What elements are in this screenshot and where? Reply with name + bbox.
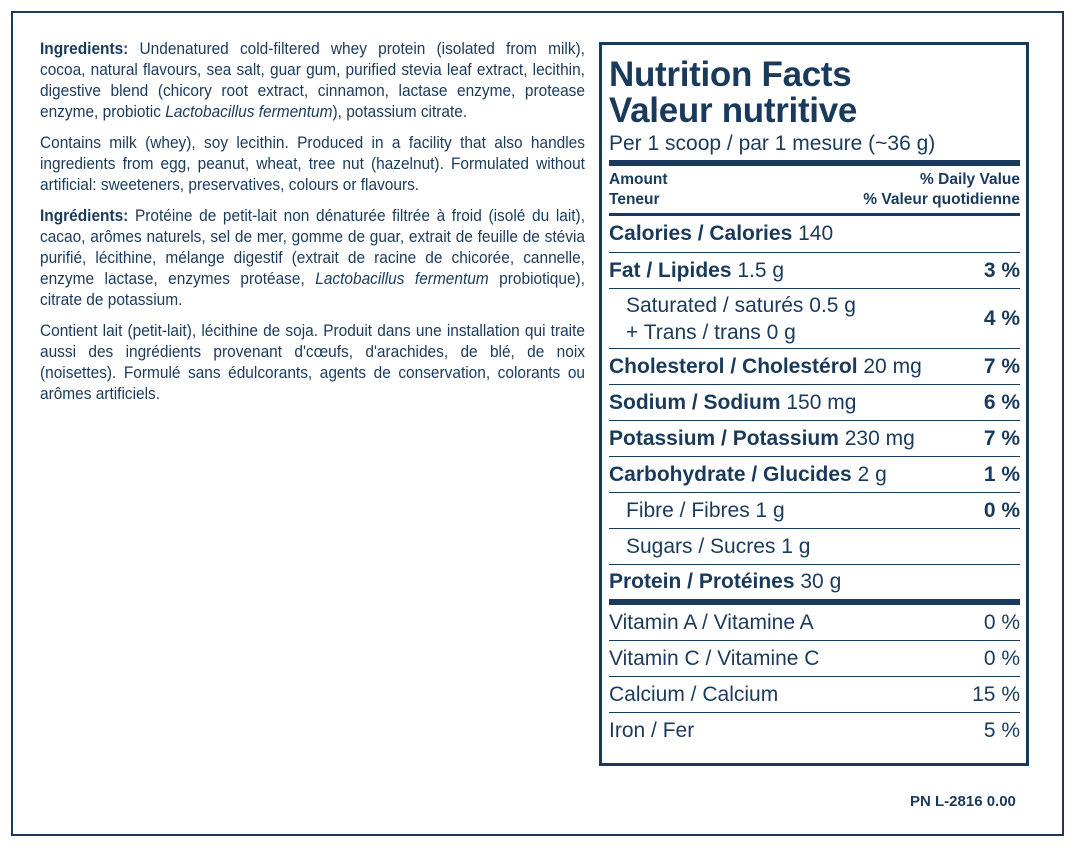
calories-row: Calories / Calories 140 [609,216,1020,253]
ingredients-english: Ingredients: Undenatured cold-filtered whey protein (isolated from milk), cocoa, natural flavours, sea salt, guar gum, purified stevia leaf extract, lecithin, digestive blend (chicory root extract, cinnamon, lactase enzyme, protease enzyme, probiotic Lactobacillus fermentum), potassium citrate. [40,39,585,121]
vitamin-a-row: Vitamin A / Vitamine A 0 % [609,605,1020,641]
carbohydrate-row: Carbohydrate / Glucides 2 g 1 % [609,457,1020,493]
nutrition-facts-table [599,42,1029,766]
protein-row: Protein / Protéines 30 g [609,565,1020,605]
cholesterol-row: Cholesterol / Cholestérol 20 mg 7 % [609,349,1020,385]
iron-row: Iron / Fer 5 % [609,719,1020,742]
part-number: PN L-2816 0.00 [910,793,1016,810]
potassium-row: Potassium / Potassium 230 mg 7 % [609,421,1020,457]
vitamin-c-row: Vitamin C / Vitamine C 0 % [609,641,1020,677]
sugars-row: Sugars / Sucres 1 g [609,529,1020,565]
saturated-trans-row: Saturated / saturés 0.5 g + Trans / trans 0 g 4 % [609,289,1020,349]
serving-size: Per 1 scoop / par 1 mesure (~36 g) [609,132,1020,166]
calcium-row: Calcium / Calcium 15 % [609,677,1020,713]
fibre-row: Fibre / Fibres 1 g 0 % [609,493,1020,529]
allergens-english: Contains milk (whey), soy lecithin. Produced in a facility that also handles ingredients from egg, peanut, wheat, tree nut (hazelnut). Formulated without artificial: sweeteners, preservatives, colours or flavours. [40,133,585,194]
ingredients-french: Ingrédients: Protéine de petit-lait non dénaturée filtrée à froid (isolé du lait), cacao, arômes naturels, sel de mer, gomme de guar, extrait de feuille de stévia purifié, lécithine, mélange digestif (extrait de racine de chicorée, cannelle, enzyme lactase, enzymes protéase, Lactobacillus fermentum probiotique), citrate de potassium. [40,206,585,309]
allergens-french: Contient lait (petit-lait), lécithine de soja. Produit dans une installation qui traite aussi des ingrédients provenant d'cœufs, d'arachides, de blé, de noix (noisettes). Formulé sans édulcorants, agents de conservation, colorants ou arômes artificiels. [40,321,585,403]
nutrition-title: Nutrition Facts Valeur nutritive [609,55,858,130]
ingredients-column [40,38,585,414]
column-header: Amount Teneur % Daily Value % Valeur quotidienne [609,166,1020,216]
fat-row: Fat / Lipides 1.5 g 3 % [609,253,1020,289]
sodium-row: Sodium / Sodium 150 mg 6 % [609,385,1020,421]
